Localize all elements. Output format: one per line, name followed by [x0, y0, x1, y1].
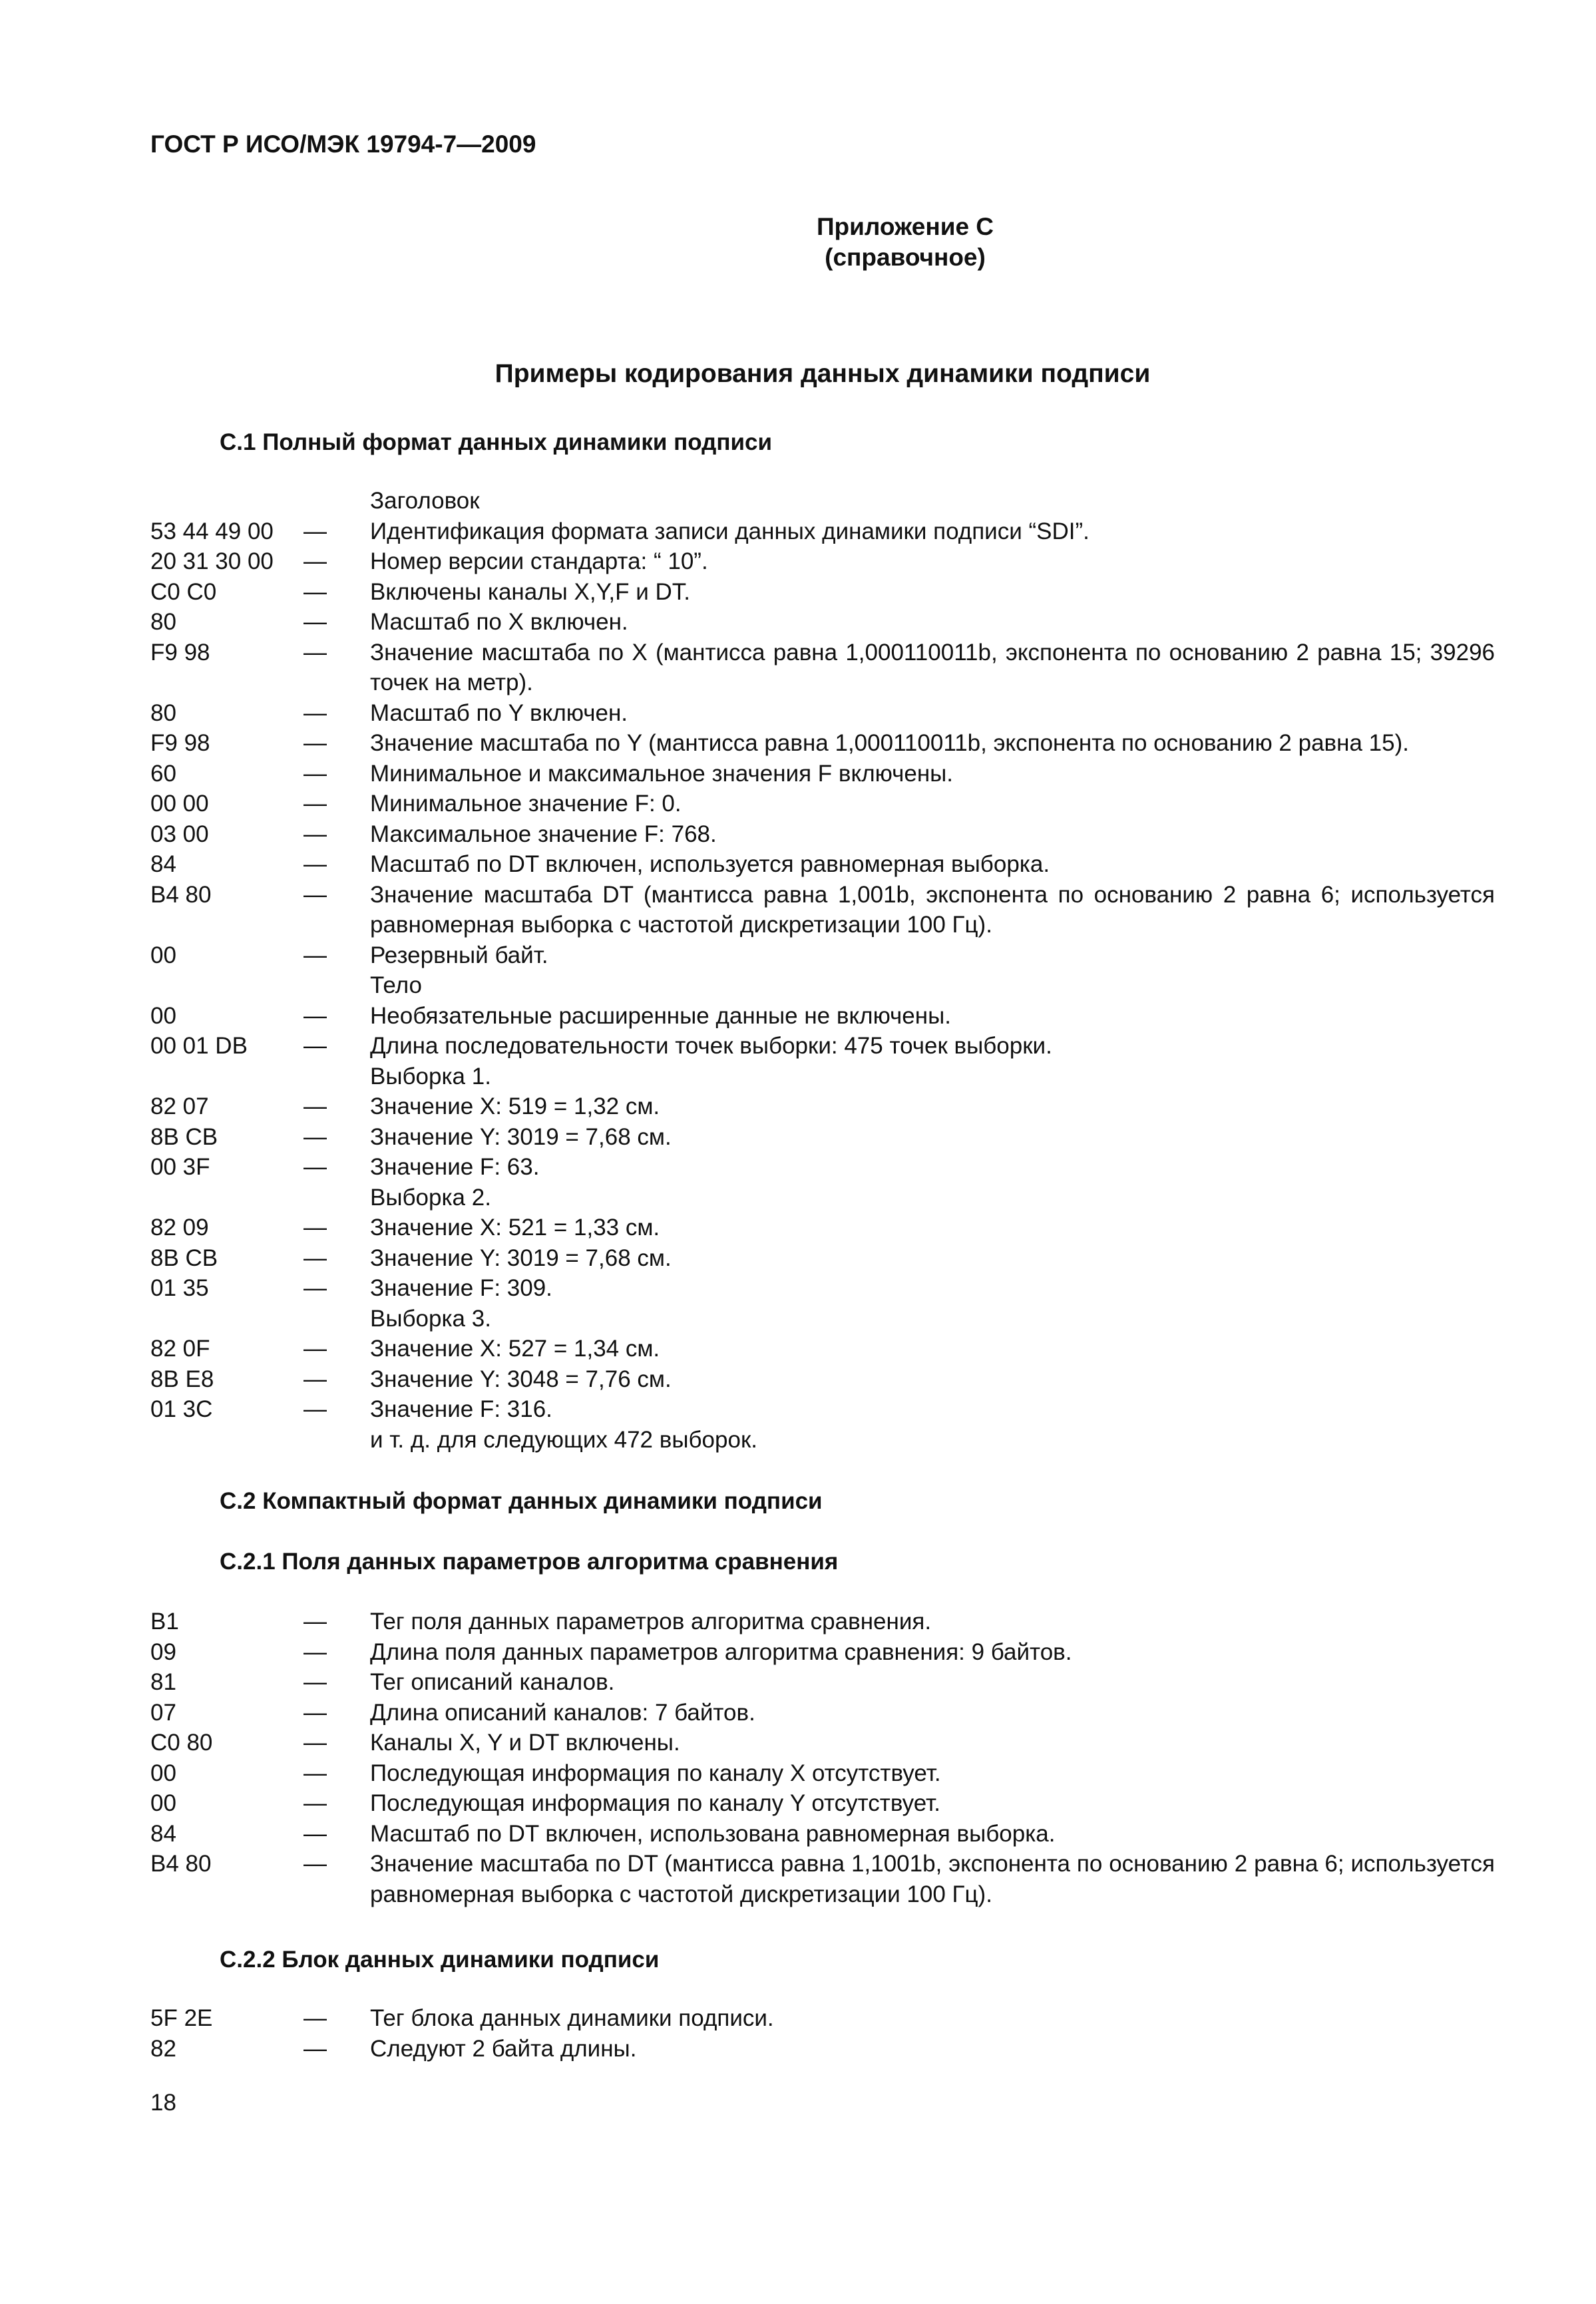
entry-code: F9 98 — [150, 639, 210, 666]
entry-code: 00 — [150, 1790, 176, 1816]
entry-text: Длина описаний каналов: 7 байтов. — [370, 1699, 755, 1726]
entry-text: Длина поля данных параметров алгоритма сравнения: 9 байтов. — [370, 1638, 1072, 1665]
entry-dash: — — [303, 518, 327, 544]
entry-text: Каналы X, Y и DT включены. — [370, 1730, 680, 1756]
entry-code: 84 — [150, 851, 176, 877]
entry-text: Значение F: 316. — [370, 1396, 552, 1422]
entry-code: 01 3C — [150, 1396, 213, 1422]
entry-row — [150, 1183, 1495, 1213]
entry-row — [150, 1758, 1495, 1789]
entry-row — [150, 880, 1495, 940]
entry-text: Тег описаний каналов. — [370, 1669, 615, 1695]
entry-text: Выборка 3. — [370, 1305, 491, 1332]
entry-text: Выборка 2. — [370, 1184, 491, 1211]
annex-title: Примеры кодирования данных динамики подписи — [495, 359, 1151, 388]
entry-row — [150, 577, 1495, 608]
entry-code: 20 31 30 00 — [150, 548, 274, 574]
entry-row — [150, 1425, 1495, 1455]
entry-code: B4 80 — [150, 1851, 212, 1877]
entry-row — [150, 1304, 1495, 1334]
entry-dash: — — [303, 639, 327, 666]
annex-label: Приложение С — [816, 213, 994, 240]
entry-dash: — — [303, 1245, 327, 1271]
entry-text: Значение X: 521 = 1,33 см. — [370, 1215, 660, 1241]
page-number: 18 — [150, 2090, 176, 2116]
entry-row — [150, 940, 1495, 971]
entry-code: 80 — [150, 699, 176, 726]
entry-code — [150, 1183, 303, 1213]
entry-code: 00 — [150, 942, 176, 968]
entry-code: F9 98 — [150, 730, 210, 756]
entry-code — [150, 1304, 303, 1334]
entry-text: Идентификация формата записи данных динамики подписи “SDI”. — [370, 518, 1090, 544]
entry-text: Резервный байт. — [370, 942, 548, 968]
entry-row — [150, 1334, 1495, 1364]
section-c1-entries — [150, 486, 1495, 1455]
entry-text: Масштаб по DT включен, использована равномерная выборка. — [370, 1820, 1056, 1847]
entry-text: Включены каналы X,Y,F и DT. — [370, 578, 691, 605]
entry-code: 81 — [150, 1669, 176, 1695]
entry-text: Значение масштаба по Y (мантисса равна 1,000110011b, экспонента по основанию 2 равна 15). — [370, 730, 1409, 756]
entry-row — [150, 2003, 1495, 2034]
entry-text: Минимальное и максимальное значения F включены. — [370, 760, 954, 787]
entry-row — [150, 1243, 1495, 1274]
entry-text: Номер версии стандарта: “ 10”. — [370, 548, 708, 574]
entry-text: Тег поля данных параметров алгоритма сравнения. — [370, 1609, 932, 1634]
entry-code: 60 — [150, 760, 176, 787]
entry-text: Последующая информация по каналу X отсутствует. — [370, 1760, 941, 1786]
entry-row — [150, 1607, 1495, 1637]
entry-dash: — — [303, 1215, 327, 1241]
entry-dash — [303, 1425, 370, 1455]
entry-code: 82 — [150, 2035, 176, 2062]
entry-text: Тело — [370, 972, 422, 998]
entry-row — [150, 1031, 1495, 1061]
entry-code: 84 — [150, 1820, 176, 1847]
entry-row — [150, 2034, 1495, 2064]
entry-row — [150, 1061, 1495, 1092]
entry-row — [150, 546, 1495, 577]
entry-row — [150, 1849, 1495, 1909]
entry-code: 5F 2E — [150, 2005, 213, 2031]
entry-dash: — — [303, 881, 327, 908]
entry-text: Минимальное значение F: 0. — [370, 791, 682, 817]
entry-code: 00 01 DB — [150, 1033, 248, 1059]
entry-text: Значение Y: 3019 = 7,68 см. — [370, 1123, 672, 1150]
entry-row — [150, 1728, 1495, 1758]
entry-dash: — — [303, 1093, 327, 1119]
entry-dash: — — [303, 1033, 327, 1059]
entry-text: Следуют 2 байта длины. — [370, 2035, 637, 2062]
entry-text: Масштаб по X включен. — [370, 609, 628, 635]
entry-dash — [303, 486, 370, 516]
entry-text: Заголовок — [370, 488, 480, 514]
entry-text: Значение F: 309. — [370, 1275, 552, 1301]
entry-row — [150, 1122, 1495, 1153]
entry-dash: — — [303, 578, 327, 605]
entry-dash: — — [303, 1366, 327, 1392]
entry-row — [150, 819, 1495, 850]
entry-text: Значение масштаба по DT (мантисса равна 1,1001b, экспонента по основанию 2 равна 6; используется равномерная выборка с частотой дискретизации 100 Гц). — [370, 1851, 1495, 1907]
entry-code: 8B CB — [150, 1123, 218, 1150]
entry-row — [150, 698, 1495, 729]
entry-dash: — — [303, 1396, 327, 1422]
entry-code: 82 0F — [150, 1336, 210, 1362]
entry-dash: — — [303, 1609, 327, 1634]
entry-dash: — — [303, 760, 327, 787]
entry-code: B1 — [150, 1609, 179, 1634]
entry-code: 8B E8 — [150, 1366, 214, 1392]
entry-dash: — — [303, 1790, 327, 1816]
entry-code: 8B CB — [150, 1245, 218, 1271]
entry-row — [150, 1394, 1495, 1425]
entry-text: Максимальное значение F: 768. — [370, 821, 717, 847]
entry-row — [150, 1698, 1495, 1728]
entry-text: Масштаб по Y включен. — [370, 699, 628, 726]
entry-row — [150, 1364, 1495, 1395]
entry-row — [150, 638, 1495, 698]
entry-code: 00 3F — [150, 1154, 210, 1180]
entry-row — [150, 759, 1495, 789]
entry-row — [150, 970, 1495, 1001]
section-c21-heading: С.2.1 Поля данных параметров алгоритма сравнения — [220, 1549, 839, 1575]
entry-dash: — — [303, 821, 327, 847]
entry-dash: — — [303, 609, 327, 635]
entry-text: Значение F: 63. — [370, 1154, 540, 1180]
section-c22-heading: С.2.2 Блок данных динамики подписи — [220, 1947, 660, 1973]
entry-dash: — — [303, 1669, 327, 1695]
entry-text: Значение Y: 3019 = 7,68 см. — [370, 1245, 672, 1271]
entry-text: Значение масштаба DT (мантисса равна 1,001b, экспонента по основанию 2 равна 6; используется равномерная выборка с частотой дискретизации 100 Гц). — [370, 881, 1495, 938]
entry-row — [150, 1152, 1495, 1183]
entry-row — [150, 516, 1495, 547]
entry-row — [150, 1213, 1495, 1243]
entry-dash — [303, 970, 370, 1001]
entry-dash: — — [303, 1730, 327, 1756]
entry-text: Значение Y: 3048 = 7,76 см. — [370, 1366, 672, 1392]
entry-text: Последующая информация по каналу Y отсутствует. — [370, 1790, 940, 1816]
entry-code: 00 — [150, 1002, 176, 1029]
entry-code: 00 — [150, 1760, 176, 1786]
entry-text: Длина последовательности точек выборки: 475 точек выборки. — [370, 1033, 1052, 1059]
entry-code — [150, 1061, 303, 1092]
entry-dash: — — [303, 1123, 327, 1150]
entry-row — [150, 1273, 1495, 1304]
entry-row — [150, 789, 1495, 819]
entry-code: 82 09 — [150, 1215, 209, 1241]
entry-text: Значение X: 527 = 1,34 см. — [370, 1336, 660, 1362]
entry-row — [150, 1637, 1495, 1668]
entry-dash: — — [303, 791, 327, 817]
entry-row — [150, 1788, 1495, 1819]
entry-code: 09 — [150, 1638, 176, 1665]
entry-dash: — — [303, 1002, 327, 1029]
section-c22-entries — [150, 2003, 1495, 2064]
entry-text: Необязательные расширенные данные не включены. — [370, 1002, 951, 1029]
entry-row — [150, 486, 1495, 516]
entry-code: 00 00 — [150, 791, 209, 817]
entry-dash: — — [303, 2035, 327, 2062]
entry-text: Тег блока данных динамики подписи. — [370, 2005, 774, 2031]
entry-dash: — — [303, 2005, 327, 2031]
entry-text: Выборка 1. — [370, 1063, 491, 1089]
entry-dash: — — [303, 1760, 327, 1786]
entry-code: 82 07 — [150, 1093, 209, 1119]
section-c1-heading: С.1 Полный формат данных динамики подписи — [220, 429, 773, 455]
entry-code: 07 — [150, 1699, 176, 1726]
entry-dash: — — [303, 1154, 327, 1180]
section-c21-entries — [150, 1607, 1495, 1909]
entry-row — [150, 1667, 1495, 1698]
entry-row — [150, 607, 1495, 638]
entry-dash: — — [303, 942, 327, 968]
entry-dash: — — [303, 1699, 327, 1726]
annex-type: (справочное) — [825, 244, 986, 271]
entry-row — [150, 1091, 1495, 1122]
entry-code: B4 80 — [150, 881, 212, 908]
entry-code: 80 — [150, 609, 176, 635]
entry-row — [150, 1819, 1495, 1849]
entry-dash: — — [303, 548, 327, 574]
entry-dash — [303, 1183, 370, 1213]
entry-row — [150, 728, 1495, 759]
document-header: ГОСТ Р ИСО/МЭК 19794-7—2009 — [150, 130, 536, 158]
entry-text: и т. д. для следующих 472 выборок. — [370, 1426, 757, 1453]
entry-dash — [303, 1061, 370, 1092]
entry-code: 03 00 — [150, 821, 209, 847]
entry-text: Значение масштаба по X (мантисса равна 1,000110011b, экспонента по основанию 2 равна 15; 39296 точек на метр). — [370, 639, 1495, 695]
entry-dash: — — [303, 699, 327, 726]
entry-dash: — — [303, 730, 327, 756]
entry-dash — [303, 1304, 370, 1334]
entry-code: 53 44 49 00 — [150, 518, 274, 544]
entry-code: C0 C0 — [150, 578, 217, 605]
entry-code — [150, 486, 303, 516]
entry-dash: — — [303, 1638, 327, 1665]
entry-row — [150, 1001, 1495, 1032]
entry-dash: — — [303, 1275, 327, 1301]
section-c2-heading: С.2 Компактный формат данных динамики подписи — [220, 1488, 823, 1514]
entry-dash: — — [303, 1336, 327, 1362]
entry-dash: — — [303, 1851, 327, 1877]
entry-row — [150, 849, 1495, 880]
entry-code: C0 80 — [150, 1730, 213, 1756]
entry-code — [150, 1425, 303, 1455]
entry-code: 01 35 — [150, 1275, 209, 1301]
entry-text: Масштаб по DT включен, используется равномерная выборка. — [370, 851, 1050, 877]
entry-dash: — — [303, 1820, 327, 1847]
entry-dash: — — [303, 851, 327, 877]
entry-code — [150, 970, 303, 1001]
entry-text: Значение X: 519 = 1,32 см. — [370, 1093, 660, 1119]
